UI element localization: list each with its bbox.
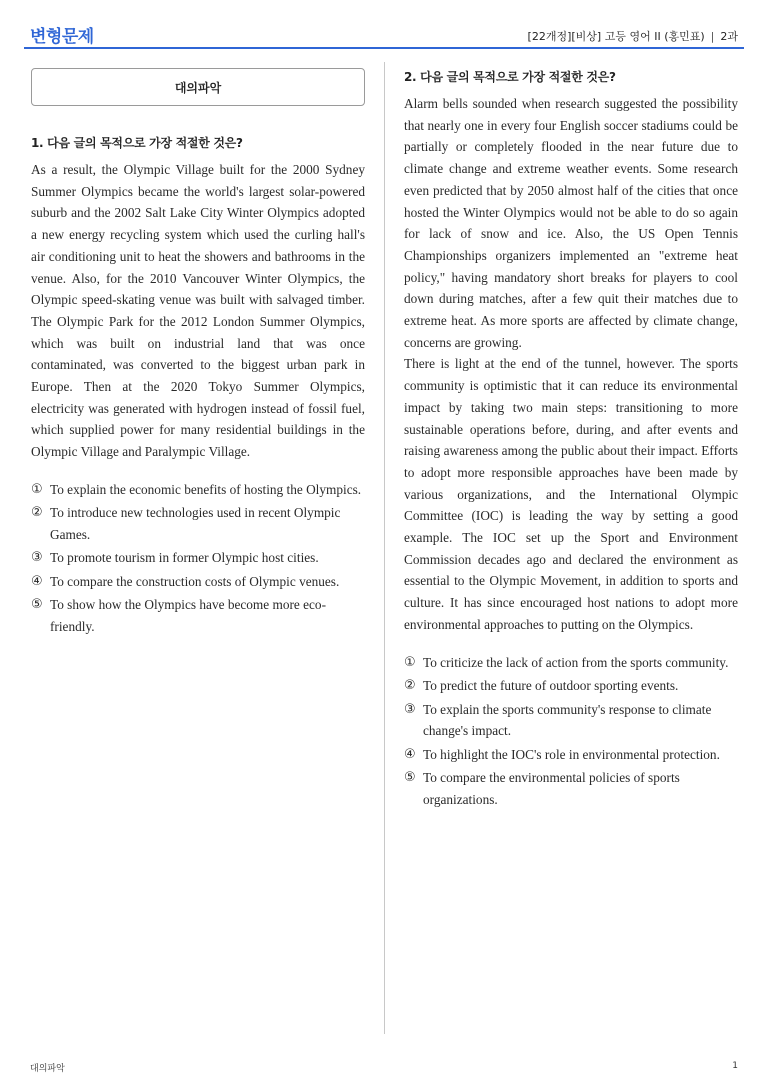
option-number: ① [404, 654, 416, 670]
option-text: To compare the construction costs of Olympic venues. [50, 573, 340, 589]
section-title-box [31, 68, 365, 106]
brand-title: 변형문제 [30, 27, 94, 47]
option-number: ④ [31, 573, 43, 589]
question-2-option-5[interactable] [404, 767, 738, 810]
question-1-passage [31, 159, 365, 463]
option-text: To introduce new technologies used in recent Olympic Games. [50, 505, 341, 542]
option-text: To promote tourism in former Olympic host cities. [50, 550, 319, 566]
option-number: ② [31, 505, 43, 521]
question-1-option-2[interactable] [31, 502, 365, 545]
footer-section-label: 대의파악 [30, 1064, 65, 1074]
question-1-options [31, 479, 365, 638]
question-1-option-3[interactable] [31, 547, 365, 569]
question-2-paragraph-1: Alarm bells sounded when research suggested the possibility that nearly one in every four English soccer stadiums could be partially or completely flooded in the near future due to climate change and extreme weather events. Some research even predicted that by 2050 almost half of the cities that once hosted the Winter Olympics would not be able to do so again for lack of snow and ice. Also, the US Open Tennis Championships organizers implemented an "extreme heat policy," having mandatory short breaks for players to cool down during matches, after a few quit their matches due to extreme heat. As more sports are affected by climate change, concerns are growing. [404, 96, 738, 350]
question-2-paragraph-2: There is light at the end of the tunnel, however. The sports community is optimistic that it can reduce its environmental impact by taking two main steps: transitioning to more sustainable operations before, during, and after events and raising awareness among the public about their impact. Efforts to adopt more responsible approaches have been made by various organizations, and the International Olympic Committee (IOC) is leading the way by setting a good example. The IOC set up the Sport and Environment Commission decades ago and declared the environment as essential to the Olympic Movement, in addition to sports and culture. It has since encouraged host nations to adopt more environmental approaches to putting on the Olympics. [404, 356, 738, 632]
header-separator: | [710, 30, 715, 43]
page-header [0, 0, 768, 48]
option-number: ③ [31, 550, 43, 566]
course-info [528, 28, 738, 44]
header-rule [24, 47, 744, 49]
lesson-label: 2과 [720, 30, 738, 43]
option-text: To compare the environmental policies of sports organizations. [423, 770, 680, 807]
course-name: [22개정][비상] 고등 영어 II (홍민표) [527, 30, 705, 43]
section-title: 대의파악 [174, 80, 222, 95]
option-number: ④ [404, 746, 416, 762]
option-text: To show how the Olympics have become more eco-friendly. [50, 597, 327, 634]
question-1-option-4[interactable] [31, 571, 365, 593]
option-number: ① [31, 481, 43, 497]
option-text: To predict the future of outdoor sporting events. [423, 678, 679, 694]
option-number: ⑤ [404, 770, 416, 786]
question-1-title: 1. 다음 글의 목적으로 가장 적절한 것은? [31, 136, 243, 150]
column-divider [384, 62, 385, 1034]
option-number: ⑤ [31, 597, 43, 613]
option-text: To criticize the lack of action from the sports community. [423, 654, 729, 670]
right-column [404, 68, 738, 812]
question-1-option-1[interactable] [31, 479, 365, 501]
option-text: To explain the economic benefits of hosting the Olympics. [50, 481, 362, 497]
question-1-paragraph: As a result, the Olympic Village built for the 2000 Sydney Summer Olympics became the world's largest solar-powered suburb and the 2002 Salt Lake City Winter Olympics adopted a new energy recycling system which used the curling hall's air conditioning unit to heat the showers and bathrooms in the venue. Also, for the 2010 Vancouver Winter Olympics, the Olympic speed-skating venue was built with salvaged timber. The Olympic Park for the 2012 London Summer Olympics, which was built on industrial land that was once contaminated, was converted to the biggest urban park in Europe. Then at the 2020 Tokyo Summer Olympics, electricity was generated with hydrogen instead of fossil fuel, which supplied power for many residential buildings in the Olympic Village and Paralympic Village. [31, 162, 365, 460]
question-2-option-2[interactable] [404, 675, 738, 697]
question-2-option-4[interactable] [404, 744, 738, 766]
option-number: ② [404, 678, 416, 694]
option-text: To highlight the IOC's role in environmental protection. [423, 746, 720, 762]
option-number: ③ [404, 701, 416, 717]
question-2-option-3[interactable] [404, 699, 738, 742]
page-number: 1 [732, 1061, 738, 1071]
question-2-options [404, 652, 738, 811]
question-2-option-1[interactable] [404, 652, 738, 674]
option-text: To explain the sports community's response to climate change's impact. [423, 701, 712, 739]
question-2-passage [404, 93, 738, 636]
left-column [31, 68, 365, 639]
question-2-title: 2. 다음 글의 목적으로 가장 적절한 것은? [404, 70, 616, 84]
question-1-option-5[interactable] [31, 594, 365, 637]
